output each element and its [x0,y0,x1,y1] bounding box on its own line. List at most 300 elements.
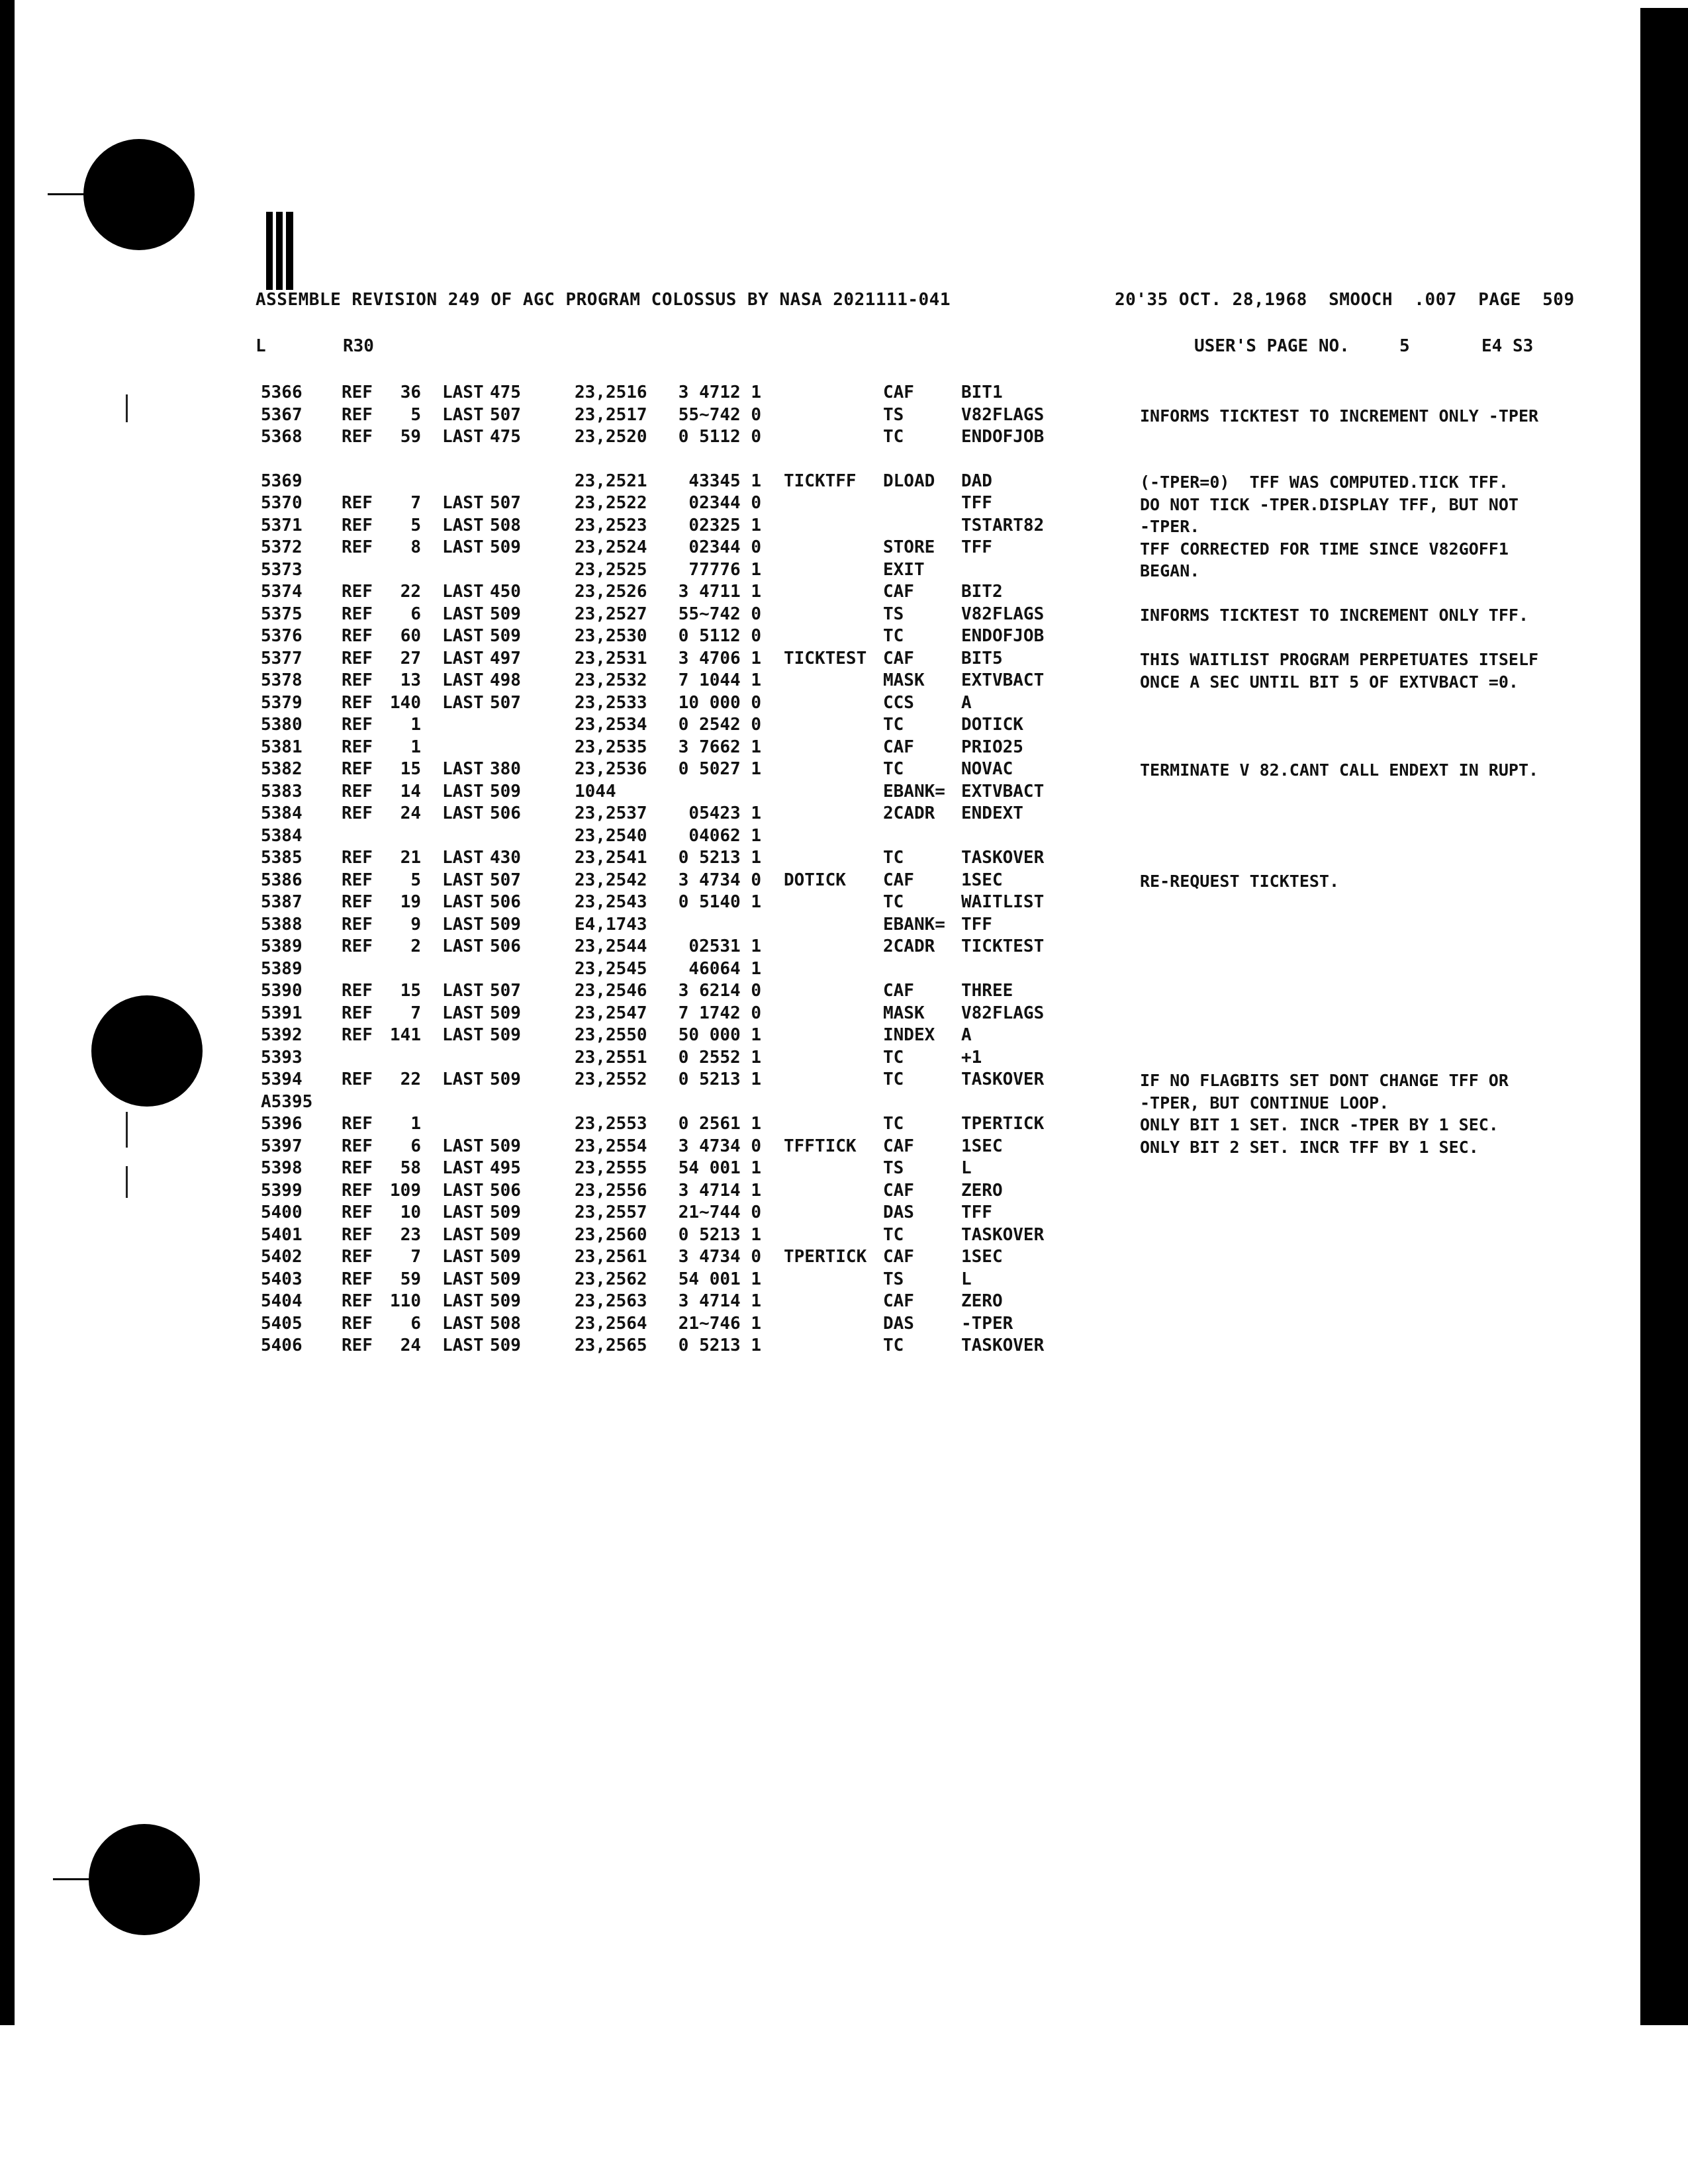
last-keyword: LAST [442,582,484,602]
octal-code: 0 2552 1 [678,1047,761,1068]
header-title: ASSEMBLE REVISION 249 OF AGC PROGRAM COLOSSUS BY NASA 2021111-041 [256,290,951,310]
address: E4,1743 [575,914,647,934]
address: 23,2551 [575,1047,647,1068]
opcode: EXIT [883,559,925,580]
section-label: R30 [343,336,374,356]
line-number: 5376 [261,626,303,646]
ref-keyword: REF [342,427,373,447]
opcode: TC [883,1069,904,1089]
last-keyword: LAST [442,493,484,513]
operand: 1SEC [961,1136,1003,1156]
ref-keyword: REF [342,1247,373,1267]
octal-code: 3 4712 1 [678,383,761,402]
listing-row [0,1158,1688,1181]
operand: TFF [961,1203,992,1222]
address: 23,2543 [575,892,647,912]
address: 23,2540 [575,825,647,846]
listing-comment: RE-REQUEST TICKTEST. [1140,872,1340,891]
line-number: 5381 [261,737,303,757]
listing-row [0,383,1688,405]
ref-keyword: REF [342,626,373,646]
ref-keyword: REF [342,582,373,602]
last-page: 430 [490,848,521,868]
octal-code: 3 4734 0 [678,1136,761,1156]
ref-count: 60 [400,626,421,646]
last-keyword: LAST [442,1336,484,1355]
operand: TASKOVER [961,1069,1045,1089]
address: 23,2531 [575,648,647,668]
ref-keyword: REF [342,803,373,823]
opcode: CAF [883,582,914,602]
ref-keyword: REF [342,1203,373,1222]
octal-code: 21~746 1 [678,1313,761,1334]
address: 23,2526 [575,582,647,602]
operand: TFF [961,914,992,934]
listing-row [0,1225,1688,1248]
last-page: 380 [490,759,521,779]
opcode: TC [883,1047,904,1068]
ref-keyword: REF [342,1136,373,1156]
ref-keyword: REF [342,781,373,801]
last-page: 509 [490,1203,521,1222]
opcode: TS [883,1269,904,1289]
ref-keyword: REF [342,1180,373,1201]
line-number: 5372 [261,537,303,557]
operand: L [961,1158,972,1178]
ref-count: 109 [390,1180,421,1201]
operand: TFF [961,537,992,557]
last-page: 507 [490,493,521,513]
ref-keyword: REF [342,1269,373,1289]
listing-row [0,1247,1688,1269]
last-keyword: LAST [442,626,484,646]
last-keyword: LAST [442,404,484,425]
ref-count: 36 [400,383,421,402]
last-keyword: LAST [442,914,484,934]
last-keyword: LAST [442,1291,484,1311]
header-date-page: 20'35 OCT. 28,1968 SMOOCH .007 PAGE 509 [1115,290,1575,310]
octal-code: 55~742 0 [678,604,761,624]
ref-keyword: REF [342,1158,373,1178]
listing-row [0,803,1688,826]
ref-count: 19 [400,892,421,912]
line-number: 5384 [261,825,303,846]
ref-keyword: REF [342,537,373,557]
address: 1044 [575,781,616,801]
operand: TASKOVER [961,1224,1045,1245]
operand: PRIO25 [961,737,1023,757]
opcode: DLOAD [883,471,935,491]
line-number: 5367 [261,404,303,425]
opcode: TC [883,759,904,779]
ref-keyword: REF [342,892,373,912]
listing-row [0,1336,1688,1358]
operand: 1SEC [961,1247,1003,1267]
address: 23,2530 [575,626,647,646]
last-keyword: LAST [442,537,484,557]
line-number: 5405 [261,1313,303,1334]
address: 23,2560 [575,1224,647,1245]
symbol-label: TICKTFF [784,471,857,491]
listing-row [0,737,1688,760]
operand: BIT2 [961,582,1003,602]
operand: DAD [961,471,992,491]
bank-label: E4 S3 [1481,336,1534,356]
octal-code: 04062 1 [688,825,761,846]
last-page: 509 [490,1247,521,1267]
listing-row [0,626,1688,649]
listing-row [0,1269,1688,1292]
last-keyword: LAST [442,1025,484,1045]
octal-code: 0 5027 1 [678,759,761,779]
listing-row [0,782,1688,804]
line-number: 5402 [261,1247,303,1267]
opcode: TS [883,1158,904,1178]
octal-code: 0 5213 1 [678,848,761,868]
octal-code: 02531 1 [688,936,761,956]
address: 23,2556 [575,1180,647,1201]
user-page-number: 5 [1399,336,1410,356]
line-number: 5370 [261,493,303,513]
line-number: 5369 [261,471,303,491]
address: 23,2553 [575,1114,647,1134]
octal-code: 3 7662 1 [678,737,761,757]
opcode: DAS [883,1203,914,1222]
last-page: 475 [490,427,521,447]
listing-row [0,427,1688,449]
ref-count: 5 [410,515,421,535]
line-number: 5378 [261,670,303,690]
address: 23,2557 [575,1203,647,1222]
ref-keyword: REF [342,1025,373,1045]
octal-code: 3 6214 0 [678,981,761,1001]
symbol-label: TFFTICK [784,1136,857,1156]
listing-row [0,1314,1688,1336]
line-number: 5386 [261,870,303,890]
address: 23,2524 [575,537,647,557]
listing-row [0,826,1688,848]
last-keyword: LAST [442,1247,484,1267]
last-page: 507 [490,981,521,1001]
last-keyword: LAST [442,1158,484,1178]
last-page: 507 [490,404,521,425]
last-keyword: LAST [442,1180,484,1201]
octal-code: 0 5213 1 [678,1336,761,1355]
last-page: 509 [490,626,521,646]
ref-count: 22 [400,1069,421,1089]
last-keyword: LAST [442,936,484,956]
ref-keyword: REF [342,936,373,956]
address: 23,2521 [575,471,647,491]
address: 23,2520 [575,427,647,447]
ref-count: 7 [410,493,421,513]
ref-count: 15 [400,981,421,1001]
address: 23,2533 [575,692,647,713]
last-page: 508 [490,1313,521,1334]
operand: ZERO [961,1180,1003,1201]
octal-code: 54 001 1 [678,1269,761,1289]
opcode: INDEX [883,1025,935,1045]
last-page: 506 [490,803,521,823]
symbol-label: DOTICK [784,870,846,890]
last-keyword: LAST [442,803,484,823]
listing-row [0,1291,1688,1314]
ref-keyword: REF [342,737,373,757]
ref-count: 23 [400,1224,421,1245]
listing-row [0,959,1688,981]
punch-hole-tick-top [48,193,85,195]
octal-code: 0 5112 0 [678,626,761,646]
opcode: TS [883,604,904,624]
operand: NOVAC [961,759,1013,779]
ref-count: 1 [410,1114,421,1134]
line-number: 5401 [261,1224,303,1245]
listing-row [0,1203,1688,1225]
line-number: 5394 [261,1069,303,1089]
ref-count: 110 [390,1291,421,1311]
address: 23,2537 [575,803,647,823]
last-page: 506 [490,1180,521,1201]
octal-code: 3 4734 0 [678,1247,761,1267]
ref-keyword: REF [342,870,373,890]
last-page: 509 [490,537,521,557]
last-page: 509 [490,1291,521,1311]
opcode: 2CADR [883,803,935,823]
last-keyword: LAST [442,981,484,1001]
opcode: TC [883,427,904,447]
address: 23,2523 [575,515,647,535]
last-page: 506 [490,892,521,912]
opcode: TC [883,892,904,912]
last-page: 497 [490,648,521,668]
last-page: 509 [490,604,521,624]
line-number: 5379 [261,692,303,713]
opcode: TC [883,626,904,646]
ref-keyword: REF [342,383,373,402]
line-number: 5384 [261,803,303,823]
ref-keyword: REF [342,848,373,868]
octal-code: 77776 1 [688,559,761,580]
opcode: TC [883,715,904,735]
opcode: CAF [883,737,914,757]
octal-code: 50 000 1 [678,1025,761,1045]
last-page: 508 [490,515,521,535]
ref-keyword: REF [342,404,373,425]
ref-keyword: REF [342,1114,373,1134]
address: 23,2550 [575,1025,647,1045]
line-number: 5387 [261,892,303,912]
octal-code: 0 2542 0 [678,715,761,735]
line-number: 5375 [261,604,303,624]
opcode: MASK [883,1003,925,1023]
last-keyword: LAST [442,1069,484,1089]
line-number: 5389 [261,958,303,979]
ref-count: 58 [400,1158,421,1178]
opcode: 2CADR [883,936,935,956]
operand: TPERTICK [961,1114,1045,1134]
last-keyword: LAST [442,1203,484,1222]
line-number: 5399 [261,1180,303,1201]
operand: TICKTEST [961,936,1045,956]
line-number: 5404 [261,1291,303,1311]
octal-code: 7 1742 0 [678,1003,761,1023]
address: 23,2522 [575,493,647,513]
last-keyword: LAST [442,1136,484,1156]
address: 23,2536 [575,759,647,779]
ref-keyword: REF [342,604,373,624]
octal-code: 54 001 1 [678,1158,761,1178]
last-keyword: LAST [442,781,484,801]
octal-code: 0 5213 1 [678,1224,761,1245]
last-keyword: LAST [442,604,484,624]
ref-count: 140 [390,692,421,713]
operand: V82FLAGS [961,604,1045,624]
octal-code: 21~744 0 [678,1203,761,1222]
operand: V82FLAGS [961,404,1045,425]
address: 23,2565 [575,1336,647,1355]
opcode: CCS [883,692,914,713]
line-number: 5398 [261,1158,303,1178]
last-page: 509 [490,1336,521,1355]
opcode: MASK [883,670,925,690]
operand: TSTART82 [961,515,1045,535]
octal-code: 3 4734 0 [678,870,761,890]
ref-keyword: REF [342,914,373,934]
ref-count: 8 [410,537,421,557]
opcode: DAS [883,1313,914,1334]
ref-count: 24 [400,803,421,823]
last-keyword: LAST [442,1313,484,1334]
opcode: CAF [883,1247,914,1267]
octal-code: 02344 0 [688,537,761,557]
listing-comment: INFORMS TICKTEST TO INCREMENT ONLY TFF. [1140,606,1528,625]
listing-comment: (-TPER=0) TFF WAS COMPUTED.TICK TFF. DO NOT TICK -TPER.DISPLAY TFF, BUT NOT -TPER. TFF CORRECTED FOR TIME SINCE V82GOFF1 BEGAN. [1140,473,1519,580]
ref-keyword: REF [342,1313,373,1334]
opcode: EBANK= [883,914,945,934]
ref-keyword: REF [342,515,373,535]
last-page: 509 [490,781,521,801]
line-number: A5395 [261,1091,313,1112]
line-number: 5391 [261,1003,303,1023]
ref-keyword: REF [342,1291,373,1311]
ref-count: 6 [410,1313,421,1334]
ref-count: 2 [410,936,421,956]
listing-flag: L [256,336,266,356]
listing-row [0,848,1688,870]
octal-code: 3 4711 1 [678,582,761,602]
line-number: 5393 [261,1047,303,1068]
last-page: 507 [490,692,521,713]
address: 23,2532 [575,670,647,690]
line-number: 5396 [261,1114,303,1134]
octal-code: 0 5213 1 [678,1069,761,1089]
listing-row [0,1003,1688,1026]
line-number: 5397 [261,1136,303,1156]
last-page: 507 [490,870,521,890]
ref-keyword: REF [342,1003,373,1023]
last-keyword: LAST [442,1003,484,1023]
line-number: 5374 [261,582,303,602]
address: 23,2545 [575,958,647,979]
ref-count: 5 [410,404,421,425]
last-keyword: LAST [442,427,484,447]
last-page: 509 [490,1069,521,1089]
opcode: TC [883,848,904,868]
operand: 1SEC [961,870,1003,890]
ref-count: 59 [400,1269,421,1289]
octal-code: 10 000 0 [678,692,761,713]
symbol-label: TICKTEST [784,648,867,668]
ref-keyword: REF [342,981,373,1001]
line-number: 5377 [261,648,303,668]
listing-row [0,1181,1688,1203]
operand: EXTVBACT [961,670,1045,690]
address: 23,2542 [575,870,647,890]
last-page: 475 [490,383,521,402]
last-keyword: LAST [442,1224,484,1245]
ref-keyword: REF [342,1336,373,1355]
last-page: 450 [490,582,521,602]
listing-comment: IF NO FLAGBITS SET DONT CHANGE TFF OR -TPER, BUT CONTINUE LOOP. ONLY BIT 1 SET. INCR -TPER BY 1 SEC. ONLY BIT 2 SET. INCR TFF BY 1 SEC. [1140,1071,1509,1157]
last-keyword: LAST [442,515,484,535]
listing-row [0,715,1688,737]
assembly-listing [0,383,1688,1358]
ref-count: 7 [410,1003,421,1023]
ref-count: 10 [400,1203,421,1222]
line-number: 5373 [261,559,303,580]
symbol-label: TPERTICK [784,1247,867,1267]
line-number: 5388 [261,914,303,934]
user-page-label: USER'S PAGE NO. [1194,336,1350,356]
line-number: 5382 [261,759,303,779]
ref-count: 1 [410,715,421,735]
line-number: 5366 [261,383,303,402]
opcode: CAF [883,383,914,402]
ref-keyword: REF [342,1069,373,1089]
punch-hole-tick-bottom [53,1878,90,1880]
ref-count: 59 [400,427,421,447]
opcode: EBANK= [883,781,945,801]
last-keyword: LAST [442,1269,484,1289]
operand: TFF [961,493,992,513]
operand: A [961,1025,972,1045]
punch-hole-top [83,139,195,250]
last-keyword: LAST [442,648,484,668]
ref-count: 6 [410,604,421,624]
address: 23,2562 [575,1269,647,1289]
ref-count: 5 [410,870,421,890]
ref-count: 13 [400,670,421,690]
last-page: 509 [490,1003,521,1023]
ref-count: 141 [390,1025,421,1045]
ref-count: 9 [410,914,421,934]
listing-comment: INFORMS TICKTEST TO INCREMENT ONLY -TPER [1140,406,1539,426]
ref-keyword: REF [342,648,373,668]
octal-code: 0 2561 1 [678,1114,761,1134]
operand: TASKOVER [961,848,1045,868]
address: 23,2555 [575,1158,647,1178]
line-number: 5368 [261,427,303,447]
last-page: 509 [490,1269,521,1289]
listing-row [0,981,1688,1003]
address: 23,2516 [575,383,647,402]
listing-comment: TERMINATE V 82.CANT CALL ENDEXT IN RUPT. [1140,760,1539,780]
line-number: 5392 [261,1025,303,1045]
punch-hole-bottom [89,1824,200,1935]
ref-count: 27 [400,648,421,668]
opcode: TS [883,404,904,425]
octal-code: 3 4714 1 [678,1291,761,1311]
